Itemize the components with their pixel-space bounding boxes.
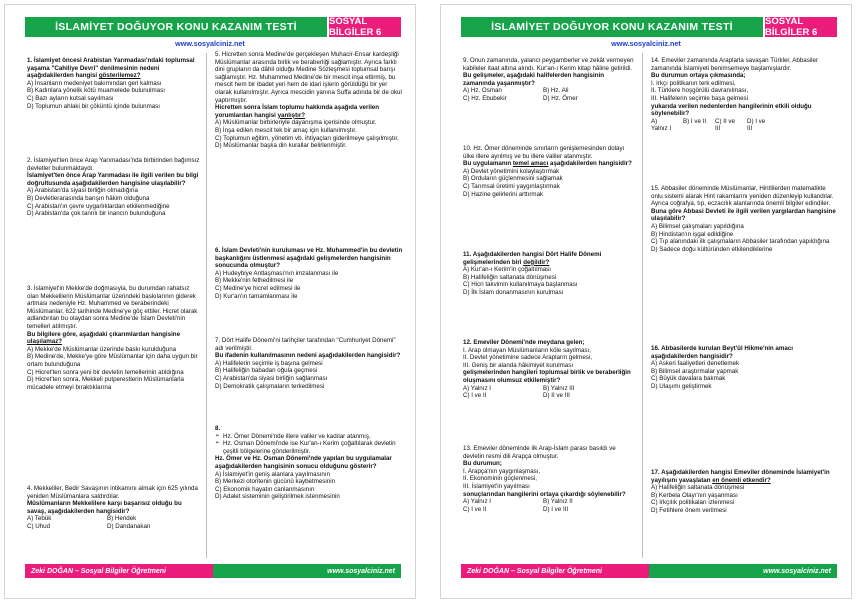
- question-text: 15. Abbasiler döneminde Müslümanlar, Hintlilerden matematikte onlu sistemi alarak Hint rakamlarını yeniden düzenleyip kullandılar. Ayrıca coğrafya, tıp, eczacılık alanlarında önemli bilgiler edindiler.: [651, 185, 834, 208]
- question-stem: Bu durumun;: [463, 460, 502, 468]
- option-b[interactable]: B) Merkezi otoritenin gücünü kaybetmesinin: [215, 478, 336, 486]
- item-2: II. Türklere hoşgörülü davranılması,: [651, 87, 749, 95]
- question-text: 3. İslamiyet'in Mekke'de doğmasıyla, bu durumdan rahatsız olan Mekkelilerin Müslümanlar üzerindeki baskılarının giderek artması nedeniyle Hz. Muhammed ve beraberindeki Müslümanlar, 622 tarihinde Medine'ye göç ettiler. Hicret olarak adlandırılan bu olaydan sonra Medine'de İslam Devleti'nin temelleri atılmıştır.: [27, 285, 198, 330]
- question-16: [651, 345, 839, 391]
- option-d[interactable]: D) Hz. Ömer: [543, 94, 578, 102]
- item-3: III. İslamiyet'in yayılması: [463, 482, 530, 490]
- question-stem: 16. Abbasilerde kurulan Beyt'ül Hikme'nin amacı aşağıdakilerden hangisidir?: [651, 345, 793, 360]
- option-d[interactable]: D) Kur'an'ın tamamlanması ile: [215, 292, 298, 300]
- option-d[interactable]: D) Hicret'ten sonra, Mekkeli putperestlerin Müslümanlarla mücadele etmeyi bıraktıklarına: [27, 376, 184, 391]
- item-1: I. Irkçı politikanın terk edilmesi,: [651, 79, 736, 87]
- option-a[interactable]: A) Arabistan'da siyasi birliğin olmadığına: [27, 187, 138, 195]
- option-c[interactable]: C) I ve II: [463, 505, 487, 513]
- question-14: [651, 57, 839, 133]
- question-4: [27, 485, 200, 531]
- option-c[interactable]: C) Tarımsal üretimi yaygınlaştırmak: [463, 182, 560, 190]
- option-b[interactable]: B) I ve II: [683, 117, 707, 125]
- question-stem: 1. İslamiyet öncesi Arabistan Yarımadası'ndaki toplumsal yaşama: [27, 57, 195, 72]
- worksheet-page-left: [4, 4, 416, 599]
- option-d[interactable]: D) I ve III: [747, 117, 766, 133]
- question-5: [215, 51, 403, 150]
- question-stem: İslamiyet'ten önce Arap Yarımadası ile ilgili verilen bu bilgi doğrultusunda aşağıdakilerden hangisine ulaşılabilir?: [27, 172, 199, 187]
- option-a[interactable]: A) Kur'an-ı Kerim'in çoğaltılması: [463, 266, 551, 274]
- question-stem: denilmesinin nedeni aşağıdakilerden hangisi: [27, 64, 160, 80]
- question-stem: Bu gelişmeler, aşağıdaki halifelerden hangisinin zamanında yaşanmıştır?: [463, 72, 604, 87]
- option-a[interactable]: A) Mekke'de Müslümanlar üzerinde baskı kurulduğuna: [27, 345, 177, 353]
- subject-tag: SOSYAL BİLGİLER 6: [765, 17, 837, 37]
- worksheet-page-right: [440, 4, 852, 599]
- option-d[interactable]: D) Fetihlere önem verilmesi: [651, 506, 727, 514]
- item-2: II. Ekonominin güçlenmesi,: [463, 475, 537, 483]
- option-c[interactable]: C) Tıp alanındaki ilk çalışmaların Abbasiler tarafından yapıldığına: [651, 238, 830, 246]
- option-c[interactable]: C) Medine'ye hicret edilmesi ile: [215, 284, 301, 292]
- question-9: [463, 57, 636, 103]
- question-15: [651, 185, 839, 253]
- item-3: III. Halifelerin seçimle başa gelmesi: [651, 94, 748, 102]
- question-text: 4. Mekkeliler, Bedir Savaşının intikamını almak için 625 yılında yeniden Müslümanlara saldırdılar.: [27, 485, 198, 500]
- option-d[interactable]: D) Toplumun ahlaki bir çöküntü içinde bulunması: [27, 102, 160, 110]
- option-c[interactable]: C) Ekonomik hayatın canlanmasının: [215, 485, 315, 493]
- option-b[interactable]: B) Medine'de, Mekke'ye göre Müslümanlar için daha uygun bir ortam bulunduğuna: [27, 353, 198, 368]
- option-d[interactable]: D) Hazine gelirlerini arttırmak: [463, 190, 544, 198]
- question-emphasis: yanlıştır?: [277, 111, 306, 119]
- option-a[interactable]: A) Devlet yönetimini kolaylaştırmak: [463, 167, 560, 175]
- question-text: 9. Onun zamanında, yalancı peygamberler ve zekât vermeyen kabileler itaat altına alındı. Kur'an-ı Kerim kitap hâline getirildi.: [463, 57, 634, 72]
- question-stem: Bu bilgilere göre, aşağıdaki çıkarımlardan hangisine: [27, 330, 181, 338]
- option-d[interactable]: D) II ve III: [543, 392, 570, 400]
- page-footer: [25, 564, 401, 578]
- question-text: 5. Hicretten sonra Medine'de gerçekleşen Muhacir-Ensar kardeşliği Müslümanlar arasında birlik ve beraberliği sağlamıştır. Ayrıca farklı dini grupların da dâhil olduğu Medine Sözleşmesi toplumsal barışı sağlamıştır. Hz. Muhammed Medine'de bir mescit inşa ettirmiş, bu mescit hem bir ibadet yeri hem de idari işlerin görüldüğü bir yer olarak kullanılmıştır. Ayrıca mescidin yanına Suffa adında bir de okul yaptırmıştır.: [215, 51, 402, 104]
- question-emphasis: değildir?: [523, 258, 550, 266]
- option-a[interactable]: A) Halifeliğin saltanata dönüşmesi: [651, 484, 745, 492]
- option-a[interactable]: A) Müslümanlar birbirleriyle dayanışma içerisinde olmuştur.: [215, 119, 377, 127]
- option-c[interactable]: C) Bazı ayların kutsal sayılması: [27, 94, 114, 102]
- question-text: 7. Dört Halife Dönemi'ni tarihçiler tarafından "Cumhuriyet Dönemi" adı verilmiştir.: [215, 337, 396, 352]
- question-11: [463, 251, 636, 297]
- author-label: Zeki DOĞAN – Sosyal Bilgiler Öğretmeni: [25, 564, 213, 578]
- option-c[interactable]: C) Arabistan'ın çevre uygarlıklardan etkilenmediğine: [27, 202, 170, 210]
- option-b[interactable]: B) Hz. Ali: [543, 87, 569, 95]
- question-1: [27, 57, 200, 110]
- option-b[interactable]: B) Bilimsel araştırmalar yapmak: [651, 367, 739, 375]
- question-stem: 17. Aşağıdakilerden hangisi Emeviler döneminde İslamiyet'in yayılışını yavaşlatan: [651, 469, 830, 484]
- option-c[interactable]: C) Toplumun eğitim, yönetim vb. ihtiyaçları giderilmeye çalışılmıştır.: [215, 134, 399, 142]
- option-a[interactable]: A) Bilimsel çalışmaları yapıldığına: [651, 222, 744, 230]
- page-header: [25, 17, 401, 37]
- option-b[interactable]: B) Halifeliğin saltanata dönüşmesi: [463, 273, 557, 281]
- question-7: [215, 337, 403, 390]
- option-b[interactable]: B) Kadınlara yönelik kötü muamelede bulunulması: [27, 87, 165, 95]
- question-stem: Bu uygulamanın: [463, 160, 513, 168]
- question-6: [215, 247, 403, 300]
- option-d[interactable]: D) Müslümanlar başka din kurallar belirlenmiştir.: [215, 142, 347, 150]
- options-row: [27, 515, 200, 523]
- site-link-bottom[interactable]: www.sosyalciniz.net: [213, 564, 401, 578]
- question-emphasis: en önemli etkendir?: [712, 476, 771, 484]
- option-a[interactable]: A) Tebük: [27, 515, 52, 523]
- option-d[interactable]: D) İlk İslam donanmasının kurulması: [463, 288, 564, 296]
- options-row: [27, 523, 200, 531]
- option-b[interactable]: B) Halifeliğin babadan oğula geçmesi: [215, 367, 318, 375]
- option-d[interactable]: D) Sadece doğu kültüründen etkilendiklerine: [651, 245, 773, 253]
- question-17: [651, 469, 839, 515]
- question-text: 14. Emeviler zamanında Araplarla savaşan Türkler, Abbasiler zamanında İslamiyeti benimsemeye başlamışlardır.: [651, 57, 819, 72]
- option-b[interactable]: B) Kerbela Olayı'nın yaşanması: [651, 491, 738, 499]
- question-stem: aşağıdakilerden hangisidir?: [548, 160, 632, 168]
- option-c[interactable]: C) Büyük davalara bakmak: [651, 375, 726, 383]
- author-label: Zeki DOĞAN – Sosyal Bilgiler Öğretmeni: [461, 564, 649, 578]
- options-row: [463, 95, 636, 103]
- question-stem-quote: "Cahiliye Devri": [51, 64, 99, 72]
- option-b[interactable]: B) Yalnız III: [543, 384, 575, 392]
- column-right: [651, 53, 839, 558]
- question-2: [27, 157, 200, 218]
- option-a[interactable]: A) İslamiyet'in geniş alanlara yayılmasının: [215, 470, 331, 478]
- question-stem: yukarıda verilen nedenlerden hangilerinin etkili olduğu söylenebilir?: [651, 102, 812, 118]
- question-stem: 12. Emeviler Dönemi'nde meydana gelen;: [463, 339, 585, 346]
- question-stem: Müslümanların Mekkelilere karşı başarısız olduğu bu savaş, aşağıdakilerden hangisidir?: [27, 500, 182, 515]
- page-header: [461, 17, 837, 37]
- question-stem: Bu ifadenin kullanılmasının nedeni aşağıdakilerden hangisidir?: [215, 352, 401, 360]
- option-c[interactable]: C) Hz. Ebubekir: [463, 94, 507, 102]
- option-b[interactable]: B) Orduların güçlenmesini sağlamak: [463, 175, 563, 183]
- column-left: [27, 53, 207, 558]
- option-d[interactable]: D) Demokratik çalışmaların terkedilmesi: [215, 382, 325, 390]
- site-link-bottom[interactable]: www.sosyalciniz.net: [649, 564, 837, 578]
- item-2: II. Devlet yönetimine sadece Arapların gelmesi,: [463, 354, 592, 362]
- statement-1: ➢ Hz. Ömer Dönemi'nde illere valiler ve kadılar atanmış,: [215, 433, 403, 441]
- option-d[interactable]: D) Dandanakan: [107, 522, 151, 530]
- question-text: 10. Hz. Ömer döneminde sınırların genişlemesinden dolayı ülke illere ayrılmış ve bu illere valiler atanmıştır.: [463, 145, 625, 160]
- options-row: [463, 498, 636, 506]
- question-12: [463, 339, 636, 400]
- options-row: [651, 118, 839, 133]
- option-a[interactable]: A) Hz. Osman: [463, 87, 502, 95]
- column-left: [463, 53, 643, 558]
- item-3: III. Geniş bir alanda hâkimiyet kurulması: [463, 361, 574, 369]
- option-b[interactable]: B) Devletlerarasında barışın hâkim olduğuna: [27, 194, 150, 202]
- site-link-top[interactable]: www.sosyalciniz.net: [175, 39, 245, 48]
- option-d[interactable]: D) Ulaşımı geliştirmek: [651, 382, 712, 390]
- question-emphasis: temel amacı: [512, 160, 549, 168]
- option-d[interactable]: D) Adalet sisteminin geliştirilmek istenmesinin: [215, 493, 340, 501]
- option-c[interactable]: C) Uhud: [27, 522, 51, 530]
- question-text: 13. Emeviler döneminde ilk Arap-İslam parası basıldı ve devletin resmi dili Arapça olmuştur.: [463, 445, 616, 460]
- item-1: I. Arapça'nın yaygınlaşması,: [463, 467, 541, 475]
- option-c[interactable]: C) I ve II: [463, 392, 487, 400]
- question-stem: Bu durumun ortaya çıkmasında;: [651, 72, 746, 80]
- question-stem: Hz. Ömer ve Hz. Osman Dönemi'nde yapılan bu uygulamalar aşağıdakilerden hangisinin sonucu olduğunu gösterir?: [215, 455, 392, 470]
- site-link-top[interactable]: www.sosyalciniz.net: [611, 39, 681, 48]
- question-stem: 6. İslam Devleti'nin kuruluması ve Hz. Muhammed'in bu devletin başkanlığını üstlenmesi aşağıdaki gelişmelerden hangisinin sonucunda olmuştur?: [215, 247, 403, 270]
- question-emphasis: ulaşılamaz?: [27, 338, 63, 346]
- option-c[interactable]: C) Hicri takvimin kullanılmaya başlanması: [463, 281, 578, 289]
- option-b[interactable]: B) Yalnız II: [543, 498, 573, 506]
- question-10: [463, 145, 636, 198]
- question-stem: gelişmelerinden hangileri toplumsal birlik ve beraberliğin oluşmasını olumsuz etkilemiştir?: [463, 369, 631, 384]
- question-emphasis: gösterilemez?: [98, 72, 141, 80]
- question-8: [215, 425, 403, 501]
- option-b[interactable]: B) Hindistan'ın işgal edildiğine: [651, 230, 734, 238]
- column-right: [215, 53, 403, 558]
- option-a[interactable]: A) İnsanların medeniyet bakımından geri kalması: [27, 79, 162, 87]
- question-stem: Hicretten sonra İslam toplumu hakkında aşağıda verilen yorumlardan hangisi: [215, 104, 380, 119]
- options-row: [463, 87, 636, 95]
- question-number: 8.: [215, 425, 221, 432]
- option-a[interactable]: A) Yalnız I: [463, 498, 491, 506]
- options-row: [463, 392, 636, 400]
- option-c[interactable]: C) Arabistan'da siyasi birliğin sağlanması: [215, 374, 328, 382]
- option-a[interactable]: A) Yalnız I: [463, 384, 491, 392]
- statement-2: ➢ Hz. Osman Dönemi'nde ise Kur'an-ı Kerim çoğaltılarak devletin çeşitli bölgelerine gönderilmiştir.: [215, 440, 403, 455]
- option-c[interactable]: C) Irkçılık politikaları izlenmesi: [651, 499, 735, 507]
- question-stem: Buna göre Abbasi Devleti ile ilgili verilen yargılardan hangisine ulaşılabilir?: [651, 207, 836, 223]
- question-3: [27, 285, 200, 391]
- option-a[interactable]: A) Halifelerin seçimle iş başına gelmesi: [215, 359, 323, 367]
- option-c[interactable]: C) II ve III: [715, 117, 735, 133]
- option-d[interactable]: D) I ve III: [543, 505, 569, 513]
- question-text: 2. İslamiyet'ten önce Arap Yarımadası'nda birbirinden bağımsız devletler bulunmaktaydı.: [27, 157, 200, 172]
- option-a[interactable]: A) Yalnız I: [651, 117, 672, 133]
- options-row: [463, 385, 636, 393]
- page-footer: [461, 564, 837, 578]
- option-a[interactable]: A) Hudeybiye Antlaşması'nın imzalanması ile: [215, 269, 339, 277]
- options-row: [463, 506, 636, 514]
- test-title: İSLAMİYET DOĞUYOR KONU KAZANIM TESTİ: [25, 17, 327, 37]
- item-1: I. Arap olmayan Müslümanların köle sayılması,: [463, 346, 591, 354]
- question-stem: sonuçlarından hangilerini ortaya çıkardığı söylenebilir?: [463, 490, 626, 498]
- option-b[interactable]: B) Hendek: [107, 515, 137, 523]
- option-c[interactable]: C) Hicret'ten sonra yeni bir devletin temellerinin atıldığına: [27, 368, 184, 376]
- question-13: [463, 445, 636, 513]
- option-b[interactable]: B) Mekke'nin fethedilmesi ile: [215, 277, 294, 285]
- test-title: İSLAMİYET DOĞUYOR KONU KAZANIM TESTİ: [461, 17, 763, 37]
- subject-tag: SOSYAL BİLGİLER 6: [329, 17, 401, 37]
- option-d[interactable]: D) Arabistan'da çok tanrılı bir inancın bulunduğuna: [27, 210, 166, 218]
- option-a[interactable]: A) Askeri faaliyetleri denetlemek: [651, 360, 740, 368]
- option-b[interactable]: B) İnşa edilen mescit tek bir amaç için kullanılmıştır.: [215, 126, 357, 134]
- question-stem: 11. Aşağıdakilerden hangisi Dört Halife Dönemi gelişmelerinden biri: [463, 251, 602, 266]
